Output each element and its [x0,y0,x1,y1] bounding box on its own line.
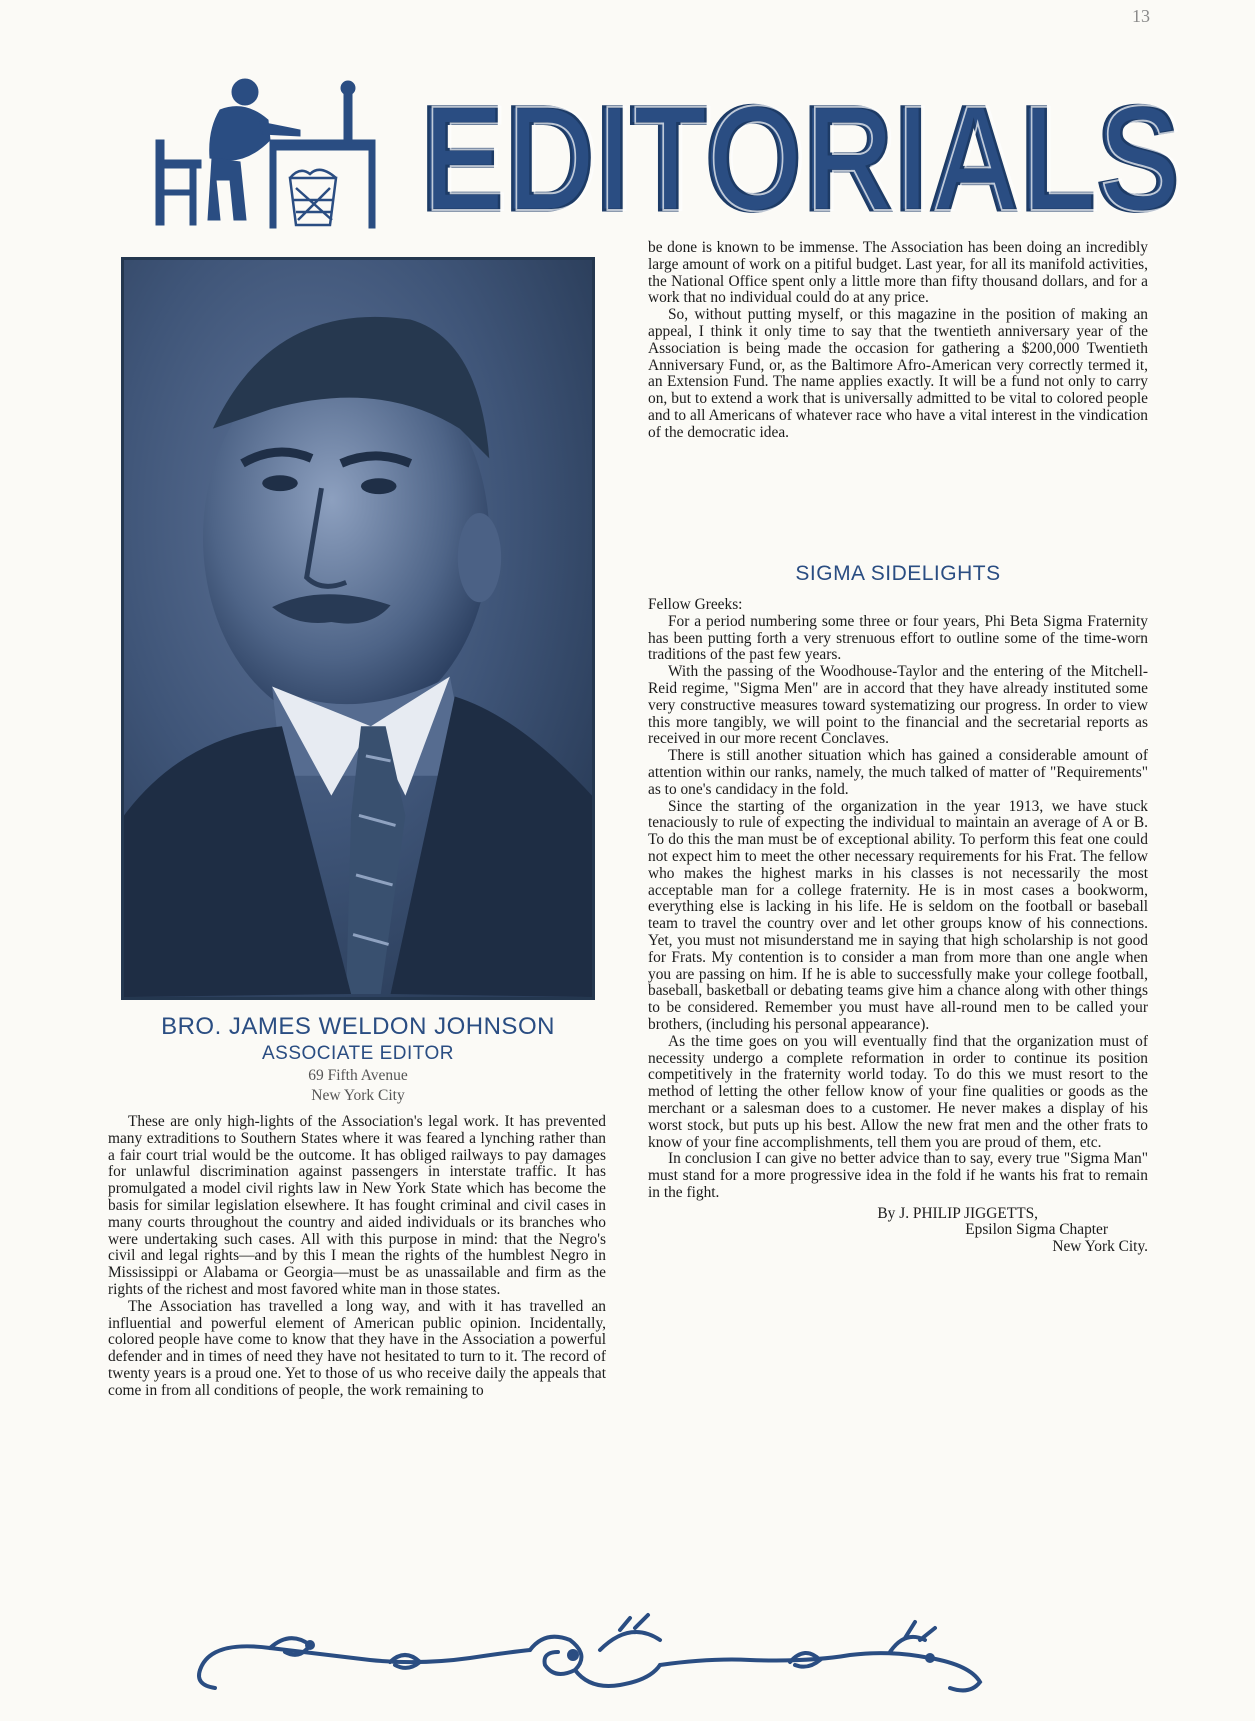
masthead-title-highlight: EDITORIALS [424,74,1184,235]
sidelights-paragraph: There is still another situation which has gained a considerable amount of attention within our ranks, namely, the much talked of matter of "Requirements" as to one's candidacy in the fold. [648,747,1148,798]
article-paragraph: The Association has travelled a long way, and with it has travelled an influential and powerful element of American public opinion. Incidentally, colored people have come to know that they have in the Association a powerful defender and in times of need they have not hesitated to turn to it. The record of twenty years is a proud one. Yet to those of us who receive daily the appeals that come in from all conditions of people, the work remaining to [108,1297,606,1399]
section-heading: SIGMA SIDELIGHTS [795,562,1001,585]
sidelights-paragraph: Since the starting of the organization in the year 1913, we have stuck tenaciously to rule of expecting the individual to maintain an average of A or B. To do this the man must be of exceptional ability. To perform this feat one could not expect him to meet the other necessary requirements for his Frat. The fellow who makes the highest marks in his classes is not necessarily the most acceptable man for a college fraternity. He is in most cases a bookworm, everything else is lacking in his life. He is seldom on the football or baseball team to travel the country over and let other groups know of his connections. Yet, you must not misunderstand me in saying that high scholarship is not good for Frats. My contention is to consider a man from more than one angle when you are passing on him. If he is able to successfully make your college football, baseball, basketball or debating teams give him a chance along with other things to be considered. Remember you must have all-round men to be called your brothers, (including his personal appearance). [648,797,1148,1033]
sidelights-paragraph: As the time goes on you will eventually find that the organization must of necessity undergo a complete reformation in order to continue its position competitively in the fraternity world today. To do this we must resort to the method of letting the other fellow know of your fine qualities or goods as the merchant or a salesman does to a customer. He never makes a display of his worst stock, but puts up his best. Allow the new frat men and the other frats to know of your fine accomplishments, tell them you are proud of them, etc. [648,1032,1148,1151]
editor-at-desk-icon [150,70,380,230]
article-paragraph: be done is known to be immense. The Association has been doing an incredibly large amount of work on a pitiful budget. Last year, for all its manifold activities, the National Office spent only a little more than fifty thousand dollars, and for a work that no individual could do at any price. [648,239,1148,307]
editorials-title [410,60,1190,235]
byline [648,1206,1148,1256]
portrait-role: ASSOCIATE EDITOR [261,1043,455,1064]
masthead [150,60,1184,235]
article-paragraph: So, without putting myself, or this magazine in the position of making an appeal, I think it only time to say that the twentieth anniversary year of the Association is being made the occasion for gathering a $200,000 Twentieth Anniversary Fund, or, as the Baltimore Afro-American very correctly termed it, an Extension Fund. The name applies exactly. It will be a fund not only to carry on, but to extend a work that is universally admitted to be vital to colored people and to all Americans of whatever race who have a vital interest in the vindication of the democratic idea. [648,306,1148,441]
portrait-address-line2: New York City [311,1087,405,1104]
byline-city: New York City. [1052,1238,1148,1256]
article-paragraph: These are only high-lights of the Association's legal work. It has prevented many extraditions to Southern States where it was feared a lynching rather than a fair court trial would be the outcome. It has obliged railways to pay damages for unlawful discrimination against passengers in interstate traffic. It has promulgated a model civil rights law in New York State which has become the basis for similar legislation elsewhere. It has fought criminal and civil cases in many courts throughout the country and aided individuals or its branches who were undertaking such cases. All with this purpose in mind: that the Negro's civil and legal rights—and by this I mean the rights of the humblest Negro in Mississippi or Alabama or Georgia—must be as unassailable and firm as the rights of the richest and most favored white man in those states. [108,1113,606,1298]
byline-author: By J. PHILIP JIGGETTS, [877,1204,1038,1222]
portrait-photo [121,257,595,1000]
sidelights-paragraph: With the passing of the Woodhouse-Taylor and the entering of the Mitchell-Reid regime, "Sigma Men" are in accord that they have already instituted some very constructive measures toward systematizing our progress. In order to view this more tangibly, we will point to the financial and the secretarial reports as received in our more recent Conclaves. [648,663,1148,748]
byline-chapter: Epsilon Sigma Chapter [965,1221,1108,1239]
article-left-column [108,1114,606,1400]
sidelights-paragraph: In conclusion I can give no better advice than to say, every true "Sigma Man" must stand for a more progressive idea in the fold if he wants his frat to remain in the fight. [648,1150,1148,1201]
salutation: Fellow Greeks: [648,596,743,613]
portrait-address-line1: 69 Fifth Avenue [308,1067,408,1084]
page-number: 13 [1132,6,1150,26]
sidelights-paragraph: For a period numbering some three or four years, Phi Beta Sigma Fraternity has been putting forth a very strenuous effort to outline some of the time-worn traditions of the past few years. [648,612,1148,664]
article-right-column [648,240,1148,442]
portrait-name: BRO. JAMES WELDON JOHNSON [161,1013,555,1040]
scroll-flourish-icon [190,1610,990,1700]
masthead-title-text: EDITORIALS [420,74,1180,235]
portrait-caption [108,1012,608,1106]
sidelights-column [648,597,1148,1256]
